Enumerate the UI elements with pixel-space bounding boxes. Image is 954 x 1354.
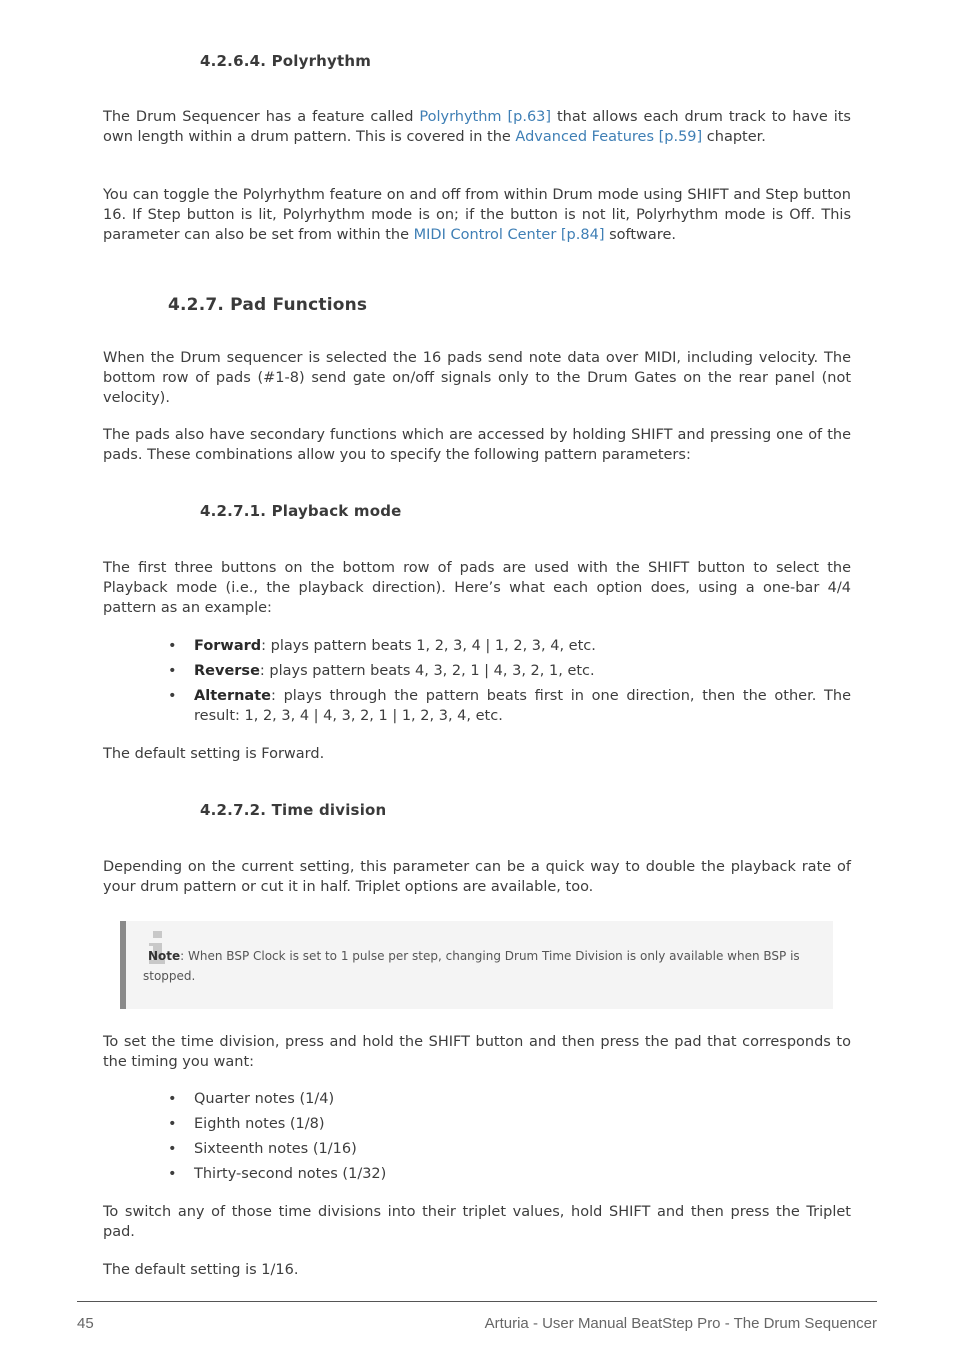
list-item-eighth bbox=[168, 1114, 851, 1134]
text: You can toggle the Polyrhythm feature on and off from within Drum mode using SHIFT and Step button 16. If Step button is lit, Polyrhythm mode is on; if the button is not lit, Polyrhythm mode is Off. This parameter can also be set from within the bbox=[103, 187, 851, 243]
section-heading-polyrhythm: 4.2.6.4. Polyrhythm bbox=[200, 52, 372, 70]
bullet-icon: • bbox=[168, 688, 177, 704]
paragraph-playback-default: The default setting is Forward. bbox=[103, 746, 325, 762]
note-text bbox=[143, 946, 823, 986]
list-item-thirty-second bbox=[168, 1164, 851, 1184]
item-text: Thirty-second notes (1/32) bbox=[194, 1166, 387, 1182]
section-heading-pad-functions: 4.2.7. Pad Functions bbox=[168, 295, 368, 315]
page-number: 45 bbox=[77, 1315, 94, 1332]
item-text: Eighth notes (1/8) bbox=[194, 1116, 325, 1132]
link-advanced-features[interactable]: Advanced Features [p.59] bbox=[515, 129, 703, 145]
paragraph-time-division-intro: Depending on the current setting, this parameter can be a quick way to double the playback rate of your drum pattern or cut it in half. Triplet options are available, too. bbox=[103, 859, 851, 895]
time-division-list bbox=[168, 1089, 851, 1189]
list-item-forward bbox=[168, 636, 851, 656]
term: Alternate bbox=[194, 688, 271, 704]
paragraph-set-time-division: To set the time division, press and hold the SHIFT button and then press the pad that corresponds to the timing you want: bbox=[103, 1034, 851, 1070]
paragraph-playback-intro: The first three buttons on the bottom row of pads are used with the SHIFT button to select the Playback mode (i.e., the playback direction). Here’s what each option does, using a one-bar 4/4 pattern as an example: bbox=[103, 560, 851, 616]
list-item-sixteenth bbox=[168, 1139, 851, 1159]
footer-divider bbox=[77, 1301, 877, 1302]
text: chapter. bbox=[702, 129, 766, 145]
paragraph-polyrhythm-intro bbox=[103, 107, 851, 147]
link-polyrhythm[interactable]: Polyrhythm [p.63] bbox=[419, 109, 552, 125]
note-body: : When BSP Clock is set to 1 pulse per step, changing Drum Time Division is only available when BSP is stopped. bbox=[143, 949, 800, 983]
paragraph-time-division-default: The default setting is 1/16. bbox=[103, 1262, 299, 1278]
item-text: Sixteenth notes (1/16) bbox=[194, 1141, 357, 1157]
note-label: Note bbox=[148, 949, 181, 963]
list-item-quarter bbox=[168, 1089, 851, 1109]
text: that allows each drum track to have its own length within a drum pattern. This is covered in the bbox=[103, 109, 851, 145]
text: The Drum Sequencer has a feature called bbox=[103, 109, 420, 125]
paragraph-pads-midi: When the Drum sequencer is selected the 16 pads send note data over MIDI, including velocity. The bottom row of pads (#1-8) send gate on/off signals only to the Drum Gates on the rear panel (not velocity). bbox=[103, 350, 851, 406]
bullet-icon: • bbox=[168, 1116, 177, 1132]
bullet-icon: • bbox=[168, 1166, 177, 1182]
section-heading-time-division: 4.2.7.2. Time division bbox=[200, 801, 387, 819]
item-text: Quarter notes (1/4) bbox=[194, 1091, 335, 1107]
paragraph-polyrhythm-toggle bbox=[103, 185, 851, 245]
paragraph-pads-secondary: The pads also have secondary functions which are accessed by holding SHIFT and pressing one of the pads. These combinations allow you to specify the following pattern parameters: bbox=[103, 427, 851, 463]
text: software. bbox=[604, 227, 676, 243]
playback-mode-list bbox=[168, 636, 851, 731]
description: : plays pattern beats 1, 2, 3, 4 | 1, 2, 3, 4, etc. bbox=[261, 638, 596, 654]
list-item-reverse bbox=[168, 661, 851, 681]
description: : plays through the pattern beats first in one direction, then the other. The result: 1, 2, 3, 4 | 4, 3, 2, 1 | 1, 2, 3, 4, etc. bbox=[194, 688, 851, 724]
bullet-icon: • bbox=[168, 638, 177, 654]
paragraph-triplet: To switch any of those time divisions into their triplet values, hold SHIFT and then press the Triplet pad. bbox=[103, 1204, 851, 1240]
link-midi-control-center[interactable]: MIDI Control Center [p.84] bbox=[413, 227, 605, 243]
footer-title: Arturia - User Manual BeatStep Pro - The Drum Sequencer bbox=[484, 1315, 877, 1332]
bullet-icon: • bbox=[168, 1141, 177, 1157]
note-box bbox=[120, 921, 833, 1009]
section-heading-playback-mode: 4.2.7.1. Playback mode bbox=[200, 502, 402, 520]
bullet-icon: • bbox=[168, 663, 177, 679]
term: Forward bbox=[194, 638, 262, 654]
list-item-alternate bbox=[168, 686, 851, 726]
bullet-icon: • bbox=[168, 1091, 177, 1107]
term: Reverse bbox=[194, 663, 260, 679]
description: : plays pattern beats 4, 3, 2, 1 | 4, 3, 2, 1, etc. bbox=[259, 663, 595, 679]
